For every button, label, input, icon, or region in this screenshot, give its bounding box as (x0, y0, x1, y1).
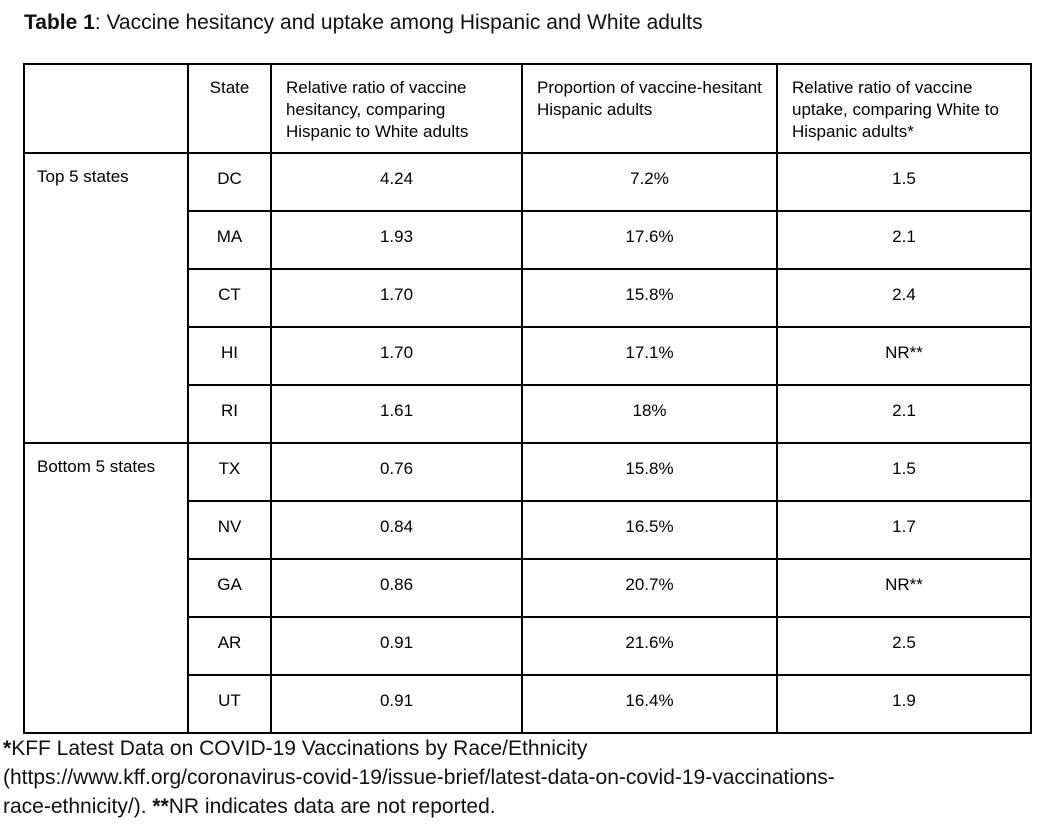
cell-uptake_ratio: 2.1 (777, 211, 1031, 269)
cell-uptake_ratio: 2.4 (777, 269, 1031, 327)
cell-hesitant_proportion: 16.5% (522, 501, 777, 559)
footnote-line (3, 763, 1053, 792)
footnote-text: (https://www.kff.org/coronavirus-covid-19/issue-brief/latest-data-on-covid-19-vaccinations- (3, 766, 835, 789)
footnote-text: race-ethnicity/). (3, 795, 153, 818)
footnote-text: NR indicates data are not reported. (168, 795, 496, 818)
footnote-marker: * (3, 737, 12, 760)
column-header-hesitant_proportion: Proportion of vaccine-hesitant Hispanic adults (522, 64, 777, 153)
cell-hesitant_proportion: 16.4% (522, 675, 777, 733)
footnote-line (3, 734, 1053, 763)
cell-hesitancy_ratio: 0.91 (271, 675, 522, 733)
cell-uptake_ratio: 2.1 (777, 385, 1031, 443)
cell-state: UT (188, 675, 271, 733)
cell-state: DC (188, 153, 271, 211)
cell-hesitancy_ratio: 4.24 (271, 153, 522, 211)
cell-hesitant_proportion: 17.6% (522, 211, 777, 269)
cell-hesitant_proportion: 20.7% (522, 559, 777, 617)
cell-hesitancy_ratio: 1.93 (271, 211, 522, 269)
header-row (24, 64, 1031, 153)
data-table (23, 63, 1032, 734)
cell-state: HI (188, 327, 271, 385)
footnote-line (3, 792, 1053, 821)
cell-uptake_ratio: 1.7 (777, 501, 1031, 559)
section-label: Top 5 states (24, 153, 188, 443)
cell-state: MA (188, 211, 271, 269)
cell-hesitant_proportion: 15.8% (522, 269, 777, 327)
cell-hesitant_proportion: 21.6% (522, 617, 777, 675)
cell-state: CT (188, 269, 271, 327)
cell-hesitancy_ratio: 0.76 (271, 443, 522, 501)
cell-uptake_ratio: 2.5 (777, 617, 1031, 675)
column-header-hesitancy_ratio: Relative ratio of vaccine hesitancy, comparing Hispanic to White adults (271, 64, 522, 153)
cell-uptake_ratio: NR** (777, 327, 1031, 385)
cell-hesitant_proportion: 17.1% (522, 327, 777, 385)
column-header-uptake_ratio: Relative ratio of vaccine uptake, comparing White to Hispanic adults* (777, 64, 1031, 153)
cell-state: TX (188, 443, 271, 501)
cell-state: GA (188, 559, 271, 617)
cell-uptake_ratio: NR** (777, 559, 1031, 617)
table-row (24, 443, 1031, 501)
table-row (24, 153, 1031, 211)
cell-hesitant_proportion: 7.2% (522, 153, 777, 211)
table-caption-label: Table 1 (24, 11, 95, 34)
cell-state: NV (188, 501, 271, 559)
footnote-text: KFF Latest Data on COVID-19 Vaccinations by Race/Ethnicity (11, 737, 588, 760)
cell-hesitant_proportion: 15.8% (522, 443, 777, 501)
footnote-marker: ** (152, 795, 169, 818)
footnote (3, 734, 1053, 821)
cell-hesitant_proportion: 18% (522, 385, 777, 443)
cell-uptake_ratio: 1.5 (777, 153, 1031, 211)
table-container (23, 63, 1032, 734)
cell-uptake_ratio: 1.9 (777, 675, 1031, 733)
column-header-group (24, 64, 188, 153)
table-caption-text: : Vaccine hesitancy and uptake among Hispanic and White adults (94, 11, 703, 34)
column-header-state: State (188, 64, 271, 153)
cell-hesitancy_ratio: 0.86 (271, 559, 522, 617)
cell-hesitancy_ratio: 1.70 (271, 269, 522, 327)
cell-state: RI (188, 385, 271, 443)
cell-hesitancy_ratio: 1.70 (271, 327, 522, 385)
cell-hesitancy_ratio: 0.91 (271, 617, 522, 675)
cell-state: AR (188, 617, 271, 675)
table-caption (24, 10, 703, 36)
table-header (24, 64, 1031, 153)
section-label: Bottom 5 states (24, 443, 188, 733)
cell-hesitancy_ratio: 1.61 (271, 385, 522, 443)
table-body (24, 153, 1031, 733)
cell-hesitancy_ratio: 0.84 (271, 501, 522, 559)
cell-uptake_ratio: 1.5 (777, 443, 1031, 501)
